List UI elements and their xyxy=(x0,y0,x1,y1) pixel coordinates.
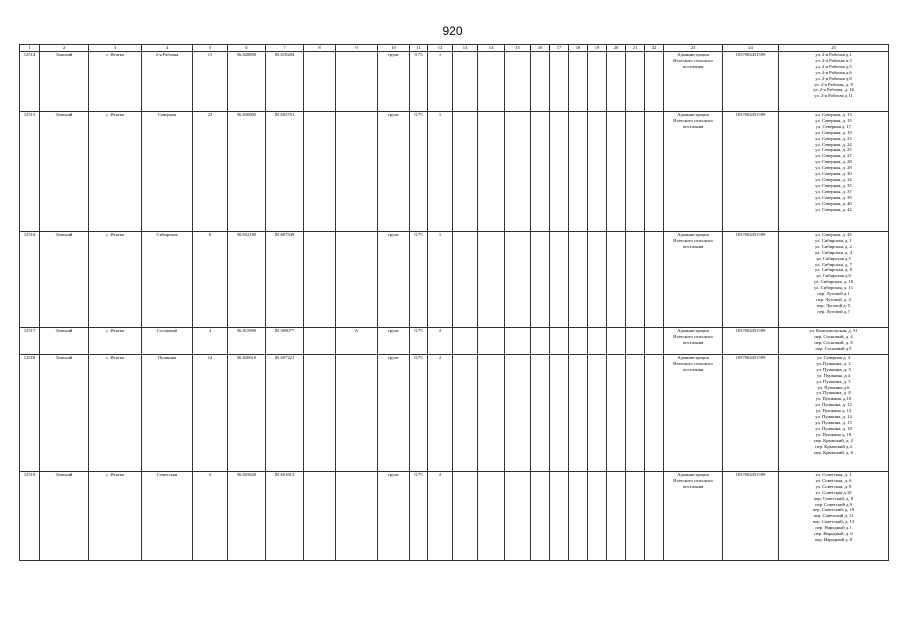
cell-empty xyxy=(453,328,478,355)
cell-empty xyxy=(588,112,607,232)
cell-ogrn: 1057004451599 xyxy=(723,328,779,355)
cell-width: 0,75 xyxy=(410,232,428,328)
address-line: ул. Северная, д. 39 xyxy=(815,194,852,200)
cell-administration xyxy=(664,112,723,232)
column-header: 10 xyxy=(378,45,410,52)
table-row xyxy=(20,472,889,561)
cell-surface: грунт xyxy=(378,112,410,232)
address-line: ул. 2-я Рабочая, д. 9 xyxy=(814,81,853,87)
address-line: ул. 2-я Рабочая д.1 xyxy=(815,52,852,57)
cell-count: 1 xyxy=(428,112,453,232)
address-line: ул. Северная, д. 40 xyxy=(815,200,852,206)
cell-empty xyxy=(569,232,588,328)
address-line: пер. Луговой д.7 xyxy=(817,308,850,314)
cell-street: Сосновый xyxy=(142,328,193,355)
administration-line: поселения xyxy=(682,483,704,489)
address-line: ул. Северная, д. 15 xyxy=(815,117,852,123)
address-line: пер. Крымский, д. 6 xyxy=(814,449,853,455)
column-header: 18 xyxy=(569,45,588,52)
cell-id: 12518 xyxy=(20,355,40,472)
address-line: пер. Крымский, д. 2 xyxy=(814,437,853,443)
cell-marker xyxy=(336,355,378,472)
address-line: ул. Пушкина д. 18 xyxy=(815,431,852,437)
cell-addresses xyxy=(779,328,889,355)
address-line: ул. Сибирская, д. 8 xyxy=(815,267,852,273)
address-line: ул. 2-я Рабочая п.3 xyxy=(815,57,852,63)
administration-line: Итатского сельского xyxy=(673,237,713,243)
cell-empty xyxy=(531,355,550,472)
cell-empty xyxy=(478,355,505,472)
cell-empty xyxy=(505,355,531,472)
column-header: 24 xyxy=(723,45,779,52)
cell-empty xyxy=(505,52,531,112)
column-header: 20 xyxy=(607,45,626,52)
address-line: ул. Пушкина, д.4 xyxy=(816,372,851,378)
cell-id: 12517 xyxy=(20,328,40,355)
cell-administration xyxy=(664,328,723,355)
cell-marker xyxy=(336,472,378,561)
address-line: пер. Народный, д. 6 xyxy=(814,531,853,537)
address-line: ул. Северная, д. 24 xyxy=(815,141,852,147)
cell-surface: грунт xyxy=(378,472,410,561)
administration-line: Итатского сельского xyxy=(673,477,713,483)
address-line: ул. Северная, д. 28 xyxy=(815,159,852,165)
cell-longitude: 85.601815 xyxy=(266,472,304,561)
administration-line: поселения xyxy=(682,366,704,372)
cell-count: 1 xyxy=(428,232,453,328)
cell-empty xyxy=(550,328,569,355)
cell-longitude: 85.603761 xyxy=(266,112,304,232)
cell-empty xyxy=(607,355,626,472)
cell-administration xyxy=(664,472,723,561)
cell-ogrn: 1057004451599 xyxy=(723,355,779,472)
address-line: ул. Сибирская, д. 7 xyxy=(815,261,852,267)
cell-addresses xyxy=(779,232,889,328)
address-line: пер. Луговой д. 5 xyxy=(816,302,851,308)
cell-empty xyxy=(588,355,607,472)
cell-width: 0,75 xyxy=(410,472,428,561)
address-line: ул. Сибирская, д. 1 xyxy=(815,237,852,243)
cell-addresses xyxy=(779,355,889,472)
cell-empty xyxy=(531,112,550,232)
cell-empty xyxy=(588,52,607,112)
address-line: пер. Народный д. 8 xyxy=(814,536,853,542)
column-header: 11 xyxy=(410,45,428,52)
address-line: ул. Советская, д. 8 xyxy=(815,483,852,489)
cell-addresses xyxy=(779,472,889,561)
cell-district: Томский xyxy=(40,112,89,232)
cell-count: 2 xyxy=(428,328,453,355)
cell-surface: грунт xyxy=(378,328,410,355)
column-header: 25 xyxy=(779,45,889,52)
cell-width: 0,75 xyxy=(410,52,428,112)
table-row xyxy=(20,328,889,355)
address-line: ул. Северная, д. 25 xyxy=(815,147,852,153)
cell-id: 12514 xyxy=(20,52,40,112)
cell-empty xyxy=(304,472,336,561)
cell-length: 14 xyxy=(193,355,228,472)
cell-ogrn: 1057004451599 xyxy=(723,472,779,561)
cell-count: 1 xyxy=(428,52,453,112)
address-line: ул. Северная, д. 37 xyxy=(815,188,852,194)
address-line: ул. Советская, д. 1 xyxy=(815,472,852,477)
address-line: ул. Северная, д. 27 xyxy=(815,153,852,159)
cell-empty xyxy=(478,52,505,112)
cell-surface: грунт xyxy=(378,52,410,112)
address-line: ул. 2-я Рабочая д.5 xyxy=(815,63,852,69)
administration-line: Администрация xyxy=(677,112,709,117)
cell-street: Северная xyxy=(142,112,193,232)
cell-empty xyxy=(569,112,588,232)
address-line: ул. Пушкина, д. 8 xyxy=(816,390,851,396)
cell-width: 0,75 xyxy=(410,112,428,232)
address-line: ул. Сибирская, д. 10 xyxy=(813,279,854,285)
cell-street: Пушкина xyxy=(142,355,193,472)
cell-empty xyxy=(531,328,550,355)
cell-administration xyxy=(664,52,723,112)
table-row xyxy=(20,52,889,112)
cell-ogrn: 1057004451599 xyxy=(723,52,779,112)
cell-street: Советская xyxy=(142,472,193,561)
address-line: пер. Сосновый, д. 4 xyxy=(814,333,853,339)
cell-street: 2-я Рабочая xyxy=(142,52,193,112)
cell-empty xyxy=(531,52,550,112)
cell-empty xyxy=(626,355,645,472)
administration-line: поселения xyxy=(682,63,704,69)
address-line: ул. Комсомольская, д. 31 xyxy=(809,328,858,333)
cell-empty xyxy=(453,232,478,328)
cell-administration xyxy=(664,355,723,472)
cell-id: 12519 xyxy=(20,472,40,561)
address-line: ул. Пушкина д.6 xyxy=(817,384,850,390)
cell-width: 0,75 xyxy=(410,328,428,355)
cell-empty xyxy=(478,472,505,561)
administration-line: Администрация xyxy=(677,472,709,477)
table-row xyxy=(20,232,889,328)
cell-latitude: 56.825020 xyxy=(228,472,266,561)
cell-empty xyxy=(569,52,588,112)
address-line: ул. Советская, д. 6 xyxy=(815,477,852,483)
column-header: 14 xyxy=(478,45,505,52)
cell-marker xyxy=(336,52,378,112)
address-line: ул. Пушкина, д. 14 xyxy=(815,414,852,420)
address-line: пер. Советский, д. 13 xyxy=(812,519,855,525)
registry-table xyxy=(19,44,889,561)
address-line: ул. Северная д. 4 xyxy=(816,355,850,360)
column-header: 5 xyxy=(193,45,228,52)
administration-line: поселения xyxy=(682,123,704,129)
address-line: пер. Луговой, д. 4 xyxy=(816,296,851,302)
administration-line: Администрация xyxy=(677,328,709,333)
cell-addresses xyxy=(779,52,889,112)
address-line: ул. 2-я Рабочая, д. 10 xyxy=(813,87,854,93)
cell-empty xyxy=(645,472,664,561)
address-line: ул. Северная д. 17 xyxy=(815,123,852,129)
address-line: ул. Пушкина, д.10 xyxy=(815,396,852,402)
cell-longitude: 85.599077 xyxy=(266,328,304,355)
column-header: 22 xyxy=(645,45,664,52)
column-header: 6 xyxy=(228,45,266,52)
cell-latitude: 56.828890 xyxy=(228,52,266,112)
cell-surface: грунт xyxy=(378,355,410,472)
cell-id: 12515 xyxy=(20,112,40,232)
administration-line: Администрация xyxy=(677,232,709,237)
cell-addresses xyxy=(779,112,889,232)
address-line: ул. Северная, д. 34 xyxy=(815,176,852,182)
cell-empty xyxy=(304,328,336,355)
administration-line: Итатского сельского xyxy=(673,117,713,123)
cell-empty xyxy=(478,112,505,232)
cell-length: 11 xyxy=(193,52,228,112)
cell-length: 6 xyxy=(193,232,228,328)
cell-village: с. Итатка xyxy=(89,472,142,561)
address-line: ул. Северная, д. 23 xyxy=(815,135,852,141)
address-line: ул. Северная, д. 45 xyxy=(815,232,852,237)
column-header: 2 xyxy=(40,45,89,52)
cell-id: 12516 xyxy=(20,232,40,328)
cell-empty xyxy=(588,232,607,328)
column-header: 16 xyxy=(531,45,550,52)
cell-longitude: 85.607549 xyxy=(266,232,304,328)
address-line: ул. Пушкина, д. 2 xyxy=(816,360,851,366)
administration-line: Администрация xyxy=(677,355,709,360)
table-row xyxy=(20,355,889,472)
header-row xyxy=(20,45,889,52)
address-line: ул. Пушкина, д. 15 xyxy=(815,419,852,425)
cell-marker: А xyxy=(336,328,378,355)
cell-empty xyxy=(645,52,664,112)
address-line: ул. Пушкина, д. 3 xyxy=(816,366,851,372)
cell-village: с. Итатка xyxy=(89,355,142,472)
column-header: 3 xyxy=(89,45,142,52)
cell-administration xyxy=(664,232,723,328)
column-header: 17 xyxy=(550,45,569,52)
administration-line: поселения xyxy=(682,243,704,249)
cell-street: Сибирская xyxy=(142,232,193,328)
cell-district: Томский xyxy=(40,328,89,355)
address-line: ул. Северная, д. 13 xyxy=(815,112,852,117)
cell-empty xyxy=(588,328,607,355)
address-line: ул. Северная, д. 19 xyxy=(815,129,852,135)
address-line: ул. Северная, д. 29 xyxy=(815,165,852,171)
column-header: 23 xyxy=(664,45,723,52)
cell-empty xyxy=(478,328,505,355)
address-line: пер. Советский, д. 10 xyxy=(812,507,855,513)
address-line: ул. Сибирская д.9 xyxy=(816,273,851,279)
cell-ogrn: 1057004451599 xyxy=(723,112,779,232)
column-header: 12 xyxy=(428,45,453,52)
address-line: пер. Советский д.9 xyxy=(815,501,852,507)
cell-count: 2 xyxy=(428,472,453,561)
cell-count: 2 xyxy=(428,355,453,472)
cell-empty xyxy=(453,112,478,232)
column-header: 19 xyxy=(588,45,607,52)
address-line: ул. 2-я Рабочая д.8 xyxy=(815,75,852,81)
cell-empty xyxy=(304,232,336,328)
address-line: пер. Советский, д. 8 xyxy=(813,495,854,501)
address-line: ул. 2-я Рабочая д.11 xyxy=(814,93,853,99)
cell-surface: грунт xyxy=(378,232,410,328)
cell-empty xyxy=(505,112,531,232)
column-header: 1 xyxy=(20,45,40,52)
cell-empty xyxy=(550,232,569,328)
cell-empty xyxy=(626,328,645,355)
cell-empty xyxy=(569,472,588,561)
cell-empty xyxy=(607,472,626,561)
column-header: 7 xyxy=(266,45,304,52)
administration-line: Итатского сельского xyxy=(673,57,713,63)
cell-empty xyxy=(626,472,645,561)
cell-empty xyxy=(453,52,478,112)
column-header: 21 xyxy=(626,45,645,52)
address-line: пер. Луговой д.1 xyxy=(817,291,850,297)
cell-empty xyxy=(645,328,664,355)
cell-empty xyxy=(626,52,645,112)
cell-empty xyxy=(607,112,626,232)
cell-empty xyxy=(304,112,336,232)
address-line: ул. Сибирская, д. 11 xyxy=(813,285,853,291)
administration-line: Итатского сельского xyxy=(673,360,713,366)
cell-district: Томский xyxy=(40,52,89,112)
cell-empty xyxy=(569,355,588,472)
address-line: ул. Северная, д. 35 xyxy=(815,182,852,188)
cell-longitude: 85.607221 xyxy=(266,355,304,472)
cell-latitude: 56.820616 xyxy=(228,355,266,472)
cell-empty xyxy=(607,328,626,355)
address-line: ул. 2-я Рабочая д.6 xyxy=(815,69,852,75)
cell-district: Томский xyxy=(40,355,89,472)
cell-empty xyxy=(550,355,569,472)
column-header: 4 xyxy=(142,45,193,52)
address-line: ул. Пушкина д. 13 xyxy=(815,408,852,414)
cell-village: с. Итатка xyxy=(89,328,142,355)
administration-line: Администрация xyxy=(677,52,709,57)
column-header: 9 xyxy=(336,45,378,52)
address-line: ул. Пушкина, д. 12 xyxy=(815,402,852,408)
cell-latitude: 56.815990 xyxy=(228,328,266,355)
cell-empty xyxy=(550,112,569,232)
page-number: 920 xyxy=(442,24,463,38)
cell-empty xyxy=(626,112,645,232)
cell-empty xyxy=(505,232,531,328)
cell-empty xyxy=(607,52,626,112)
cell-empty xyxy=(607,232,626,328)
cell-latitude: 56.832180 xyxy=(228,232,266,328)
cell-village: с. Итатка xyxy=(89,52,142,112)
cell-empty xyxy=(645,232,664,328)
cell-width: 0,75 xyxy=(410,355,428,472)
address-line: ул. Северная, д. 30 xyxy=(815,171,852,177)
cell-empty xyxy=(453,355,478,472)
cell-empty xyxy=(569,328,588,355)
cell-longitude: 85.618284 xyxy=(266,52,304,112)
cell-empty xyxy=(505,328,531,355)
address-line: ул. Сибирская, д. 2 xyxy=(815,243,852,249)
cell-district: Томский xyxy=(40,232,89,328)
cell-empty xyxy=(478,232,505,328)
cell-empty xyxy=(304,52,336,112)
cell-empty xyxy=(645,112,664,232)
cell-empty xyxy=(550,52,569,112)
cell-village: с. Итатка xyxy=(89,232,142,328)
address-line: ул. Сибирская, д. 4 xyxy=(815,249,852,255)
column-header: 13 xyxy=(453,45,478,52)
cell-empty xyxy=(531,472,550,561)
address-line: ул. Пушкина, д. 18 xyxy=(815,425,852,431)
cell-latitude: 56.830605 xyxy=(228,112,266,232)
column-header: 8 xyxy=(304,45,336,52)
cell-empty xyxy=(304,355,336,472)
cell-marker xyxy=(336,232,378,328)
column-header: 15 xyxy=(505,45,531,52)
cell-empty xyxy=(453,472,478,561)
cell-length: 3 xyxy=(193,472,228,561)
address-line: пер. Крымский д.4 xyxy=(815,443,852,449)
cell-empty xyxy=(626,232,645,328)
cell-district: Томский xyxy=(40,472,89,561)
cell-empty xyxy=(550,472,569,561)
cell-empty xyxy=(505,472,531,561)
address-line: ул. Советская д.10 xyxy=(815,489,852,495)
address-line: пер. Сосновый, д. 8 xyxy=(814,339,853,345)
address-line: ул. Северная, д. 42 xyxy=(815,206,852,212)
cell-ogrn: 1057004451599 xyxy=(723,232,779,328)
address-line: пер. Советский д. 11 xyxy=(813,513,854,519)
cell-length: 23 xyxy=(193,112,228,232)
cell-marker xyxy=(336,112,378,232)
cell-empty xyxy=(588,472,607,561)
address-line: ул. Сибирская д.5 xyxy=(816,255,851,261)
administration-line: Итатского сельского xyxy=(673,333,713,339)
address-line: ул. Пушкина, д. 5 xyxy=(816,378,851,384)
cell-village: с. Итатка xyxy=(89,112,142,232)
administration-line: поселения xyxy=(682,339,704,345)
cell-empty xyxy=(645,355,664,472)
address-line: пер. Народный д.1 xyxy=(815,525,852,531)
address-line: пер. Сосновый д.9 xyxy=(815,345,852,351)
cell-length: 4 xyxy=(193,328,228,355)
table-row xyxy=(20,112,889,232)
cell-empty xyxy=(531,232,550,328)
